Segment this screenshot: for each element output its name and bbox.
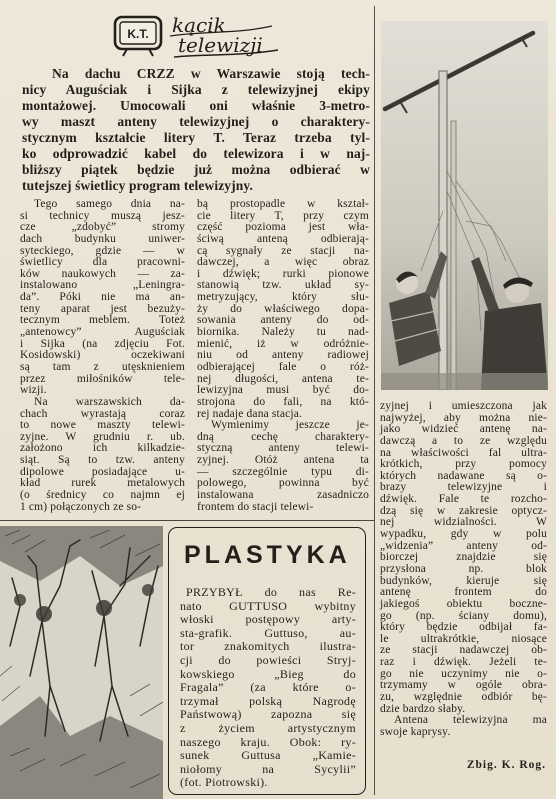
section-logo (112, 12, 282, 60)
text-line: instalowana zasadniczo (197, 489, 369, 502)
text-line: stycznym kształcie litery T. Teraz trzeba tyl- (22, 130, 370, 145)
text-line: da”. Póki nie ma an- (20, 291, 185, 304)
article-column-1 (20, 199, 185, 513)
text-line: bliższy piątek będzie już można odbierać w (22, 162, 370, 177)
text-line: dną cechę charaktery- (197, 430, 369, 443)
text-line: ków naukowych — za- (20, 267, 185, 280)
antenna-photo (381, 21, 548, 390)
text-line: przysłona np. blok (380, 562, 547, 575)
text-line: budynków, kieruje się (380, 574, 547, 587)
paragraph (180, 586, 356, 790)
text-line: dzą się w zakresie optycz- (380, 504, 547, 517)
text-line: swoje kaprysy. (380, 725, 451, 738)
section-divider (0, 520, 374, 521)
text-line: metryzujący, który słu- (197, 291, 369, 304)
text-line: PRZYBYŁ do nas Re- (186, 585, 356, 599)
text-line: chach wyrastają coraz (20, 407, 185, 420)
text-line: cą sygnały ze stacji na- (197, 244, 369, 257)
text-line: — szczególnie typu di- (197, 465, 369, 478)
text-line: bą prostopadle w kształ- (197, 198, 369, 210)
text-line: świetlicy dla pracowni- (20, 256, 185, 269)
text-line: tecznym meblem. Toteż (20, 314, 185, 327)
text-line: nej widzialności. W (380, 516, 547, 529)
logo-script-line-1: kącik (172, 13, 226, 37)
paragraph (380, 401, 547, 715)
text-line: nej długości, antena te- (197, 372, 369, 385)
author-signature: Zbig. K. Rog. (466, 759, 546, 771)
text-line: zu, względnie odbiór bę- (380, 691, 547, 704)
logo-box-text: K.T. (127, 27, 149, 41)
text-line: wypadku, gdy w polu (380, 528, 547, 541)
text-line: dipolowe posiadające u- (20, 465, 185, 478)
text-line: dach budynku uniwer- (20, 232, 185, 245)
text-line: zyjnej i umieszczona jak (380, 400, 547, 412)
text-line: jakiegoś obiektu boczne- (380, 597, 547, 610)
text-line: polowego, powinna być (197, 477, 369, 490)
quarry-drawing (0, 526, 163, 799)
article-column-2 (197, 199, 369, 513)
text-line: Na dachu CRZZ w Warszawie stoją tech- (52, 66, 370, 81)
text-line: są tam z utęsknieniem (20, 360, 185, 373)
text-line: trzymamy w ogóle obra- (380, 679, 547, 692)
text-line: jako widzieć antenę na- (380, 423, 547, 436)
column-divider (374, 6, 375, 795)
text-line: sowania anteny do od- (197, 314, 369, 327)
paragraph (197, 199, 369, 420)
text-line: teny aparat jest bezuży- (20, 302, 185, 315)
text-line: „antenowcy” Auguściak (20, 326, 185, 339)
text-line: niu od anteny radiowej (197, 349, 369, 362)
text-line: trzymał polską Nagrodę (180, 693, 356, 708)
text-line: go nie uczynimy nie o- (380, 667, 547, 680)
text-line: zyjnej. Otóż antena ta (197, 454, 369, 467)
text-line: dzie bardzo słaby. (380, 702, 466, 715)
plastyka-heading: PLASTYKA (184, 541, 351, 569)
text-line: cze „zdobyć” stromy (20, 221, 185, 234)
text-line: raz i dźwięk. Jeżeli te- (380, 656, 547, 669)
text-line: założono ich kilkadzie- (20, 442, 185, 455)
paragraph (20, 397, 185, 513)
text-line: nicy Auguściak i Sijka z telewizyjnej ekipy (22, 82, 370, 97)
text-line: si technicy muszą jesz- (20, 209, 185, 222)
paragraph (22, 66, 370, 194)
text-line: przez miłośników tele- (20, 372, 185, 385)
text-line: le ultrakrótkie, niosące (380, 632, 547, 645)
logo-script-line-2: telewizji (178, 33, 263, 57)
text-line: niołomy na Sycylii” (180, 761, 356, 776)
text-line: z życiem artystycznym (180, 720, 356, 735)
text-line: i Sijka (na zdjęciu Fot. (20, 337, 185, 350)
text-line: 1 cm) połączonych ze so- (20, 500, 142, 513)
text-line: Na warszawskich da- (34, 395, 185, 408)
article-column-3 (380, 401, 547, 739)
text-line: brazy telewizyjne i (380, 481, 547, 494)
text-line: Tego samego dnia na- (34, 198, 185, 210)
text-line: ko odprowadzić kabel do telewizora i w naj- (22, 146, 370, 161)
tv-logo-icon (112, 12, 282, 60)
text-line: tor znakomitych ilustra- (180, 639, 356, 654)
text-line: naszego kraju. Obok: ry- (180, 734, 356, 749)
text-line: cji do powieści Stryj- (180, 652, 356, 667)
text-line: styczną anteny telewi- (197, 442, 369, 455)
text-line: krótkich, przy pomocy (380, 458, 547, 471)
text-line: (o średnicy co najmn ej (20, 489, 185, 502)
text-line: Państwową) zapozna się (180, 707, 356, 722)
text-line: wy maszt anteny telewizyjnej o charaktery- (22, 114, 370, 129)
lead-paragraph (22, 66, 370, 194)
text-line: Fragala” (za które o- (180, 680, 356, 695)
text-line: instalowano „Leningra- (20, 279, 185, 292)
text-line: ży do właściwego dopa- (197, 302, 369, 315)
text-line: montażowej. Umocowali oni właśnie 3-metro- (22, 98, 370, 113)
text-line: syteckiego, gdzie — w (20, 244, 185, 257)
text-line: rej nadaje dana stacja. (197, 407, 302, 420)
text-line: siąt. Są to tzw. anteny (20, 454, 185, 467)
text-line: najwyżej, aby można nie- (380, 411, 547, 424)
text-line: kowskiego „Bieg do (180, 666, 356, 681)
text-line: go (np. ściany domu), (380, 609, 547, 622)
text-line: biornika. Należy tu nad- (197, 326, 369, 339)
text-line: frontem do stacji telewi- (197, 500, 314, 513)
text-line: „widzenia” anteny od- (380, 539, 547, 552)
text-line: na właściwości fal ultra- (380, 446, 547, 459)
text-line: sunek Guttusa „Kamie- (180, 748, 356, 763)
paragraph (20, 199, 185, 397)
text-line: lewizyjna musi być do- (197, 384, 369, 397)
text-line: których nadawane są o- (380, 469, 547, 482)
paragraph (197, 420, 369, 513)
text-line: to nowe maszty telewi- (20, 419, 185, 432)
text-line: zyjne. W grudniu r. ub. (20, 430, 185, 443)
text-line: Kosidowski) oczekiwani (20, 349, 185, 362)
text-line: strojona do fali, na któ- (197, 395, 369, 408)
text-line: mienić, iż w odróżnie- (197, 337, 369, 350)
text-line: cie litery T, przy czym (197, 209, 369, 222)
text-line: ściwą anteną odbierają- (197, 232, 369, 245)
plastyka-text (180, 586, 356, 790)
text-line: który będzie odbijał fa- (380, 621, 547, 634)
text-line: nato GUTTUSO wybitny (180, 598, 356, 613)
text-line: ze stacji nadawczej ob- (380, 644, 547, 657)
text-line: dźwięk. Fale te rozcho- (380, 493, 547, 506)
text-line: stanowią tzw. układ sy- (197, 279, 369, 292)
text-line: antenę frontem do (380, 586, 547, 599)
text-line: sta-grafik. Guttuso, au- (180, 625, 356, 640)
text-line: włoski postępowy arty- (180, 612, 356, 627)
paragraph (380, 715, 547, 738)
text-line: wizji. (20, 384, 47, 397)
text-line: i dźwięk; rurki pionowe (197, 267, 369, 280)
text-line: biorczej znajdzie się (380, 551, 547, 564)
text-line: Wymienimy jeszcze je- (211, 419, 369, 432)
text-line: dawczą a to ze względu (380, 434, 547, 447)
text-line: odbierającej fale o róż- (197, 360, 369, 373)
text-line: kład rurek metalowych (20, 477, 185, 490)
text-line: tutejszej świetlicy program telewizyjny. (22, 178, 253, 193)
text-line: część pozioma jest wła- (197, 221, 369, 234)
text-line: Antena telewizyjna ma (394, 714, 547, 727)
text-line: (fot. Piotrowski). (180, 775, 268, 790)
text-line: dawczej, a więc obraz (197, 256, 369, 269)
